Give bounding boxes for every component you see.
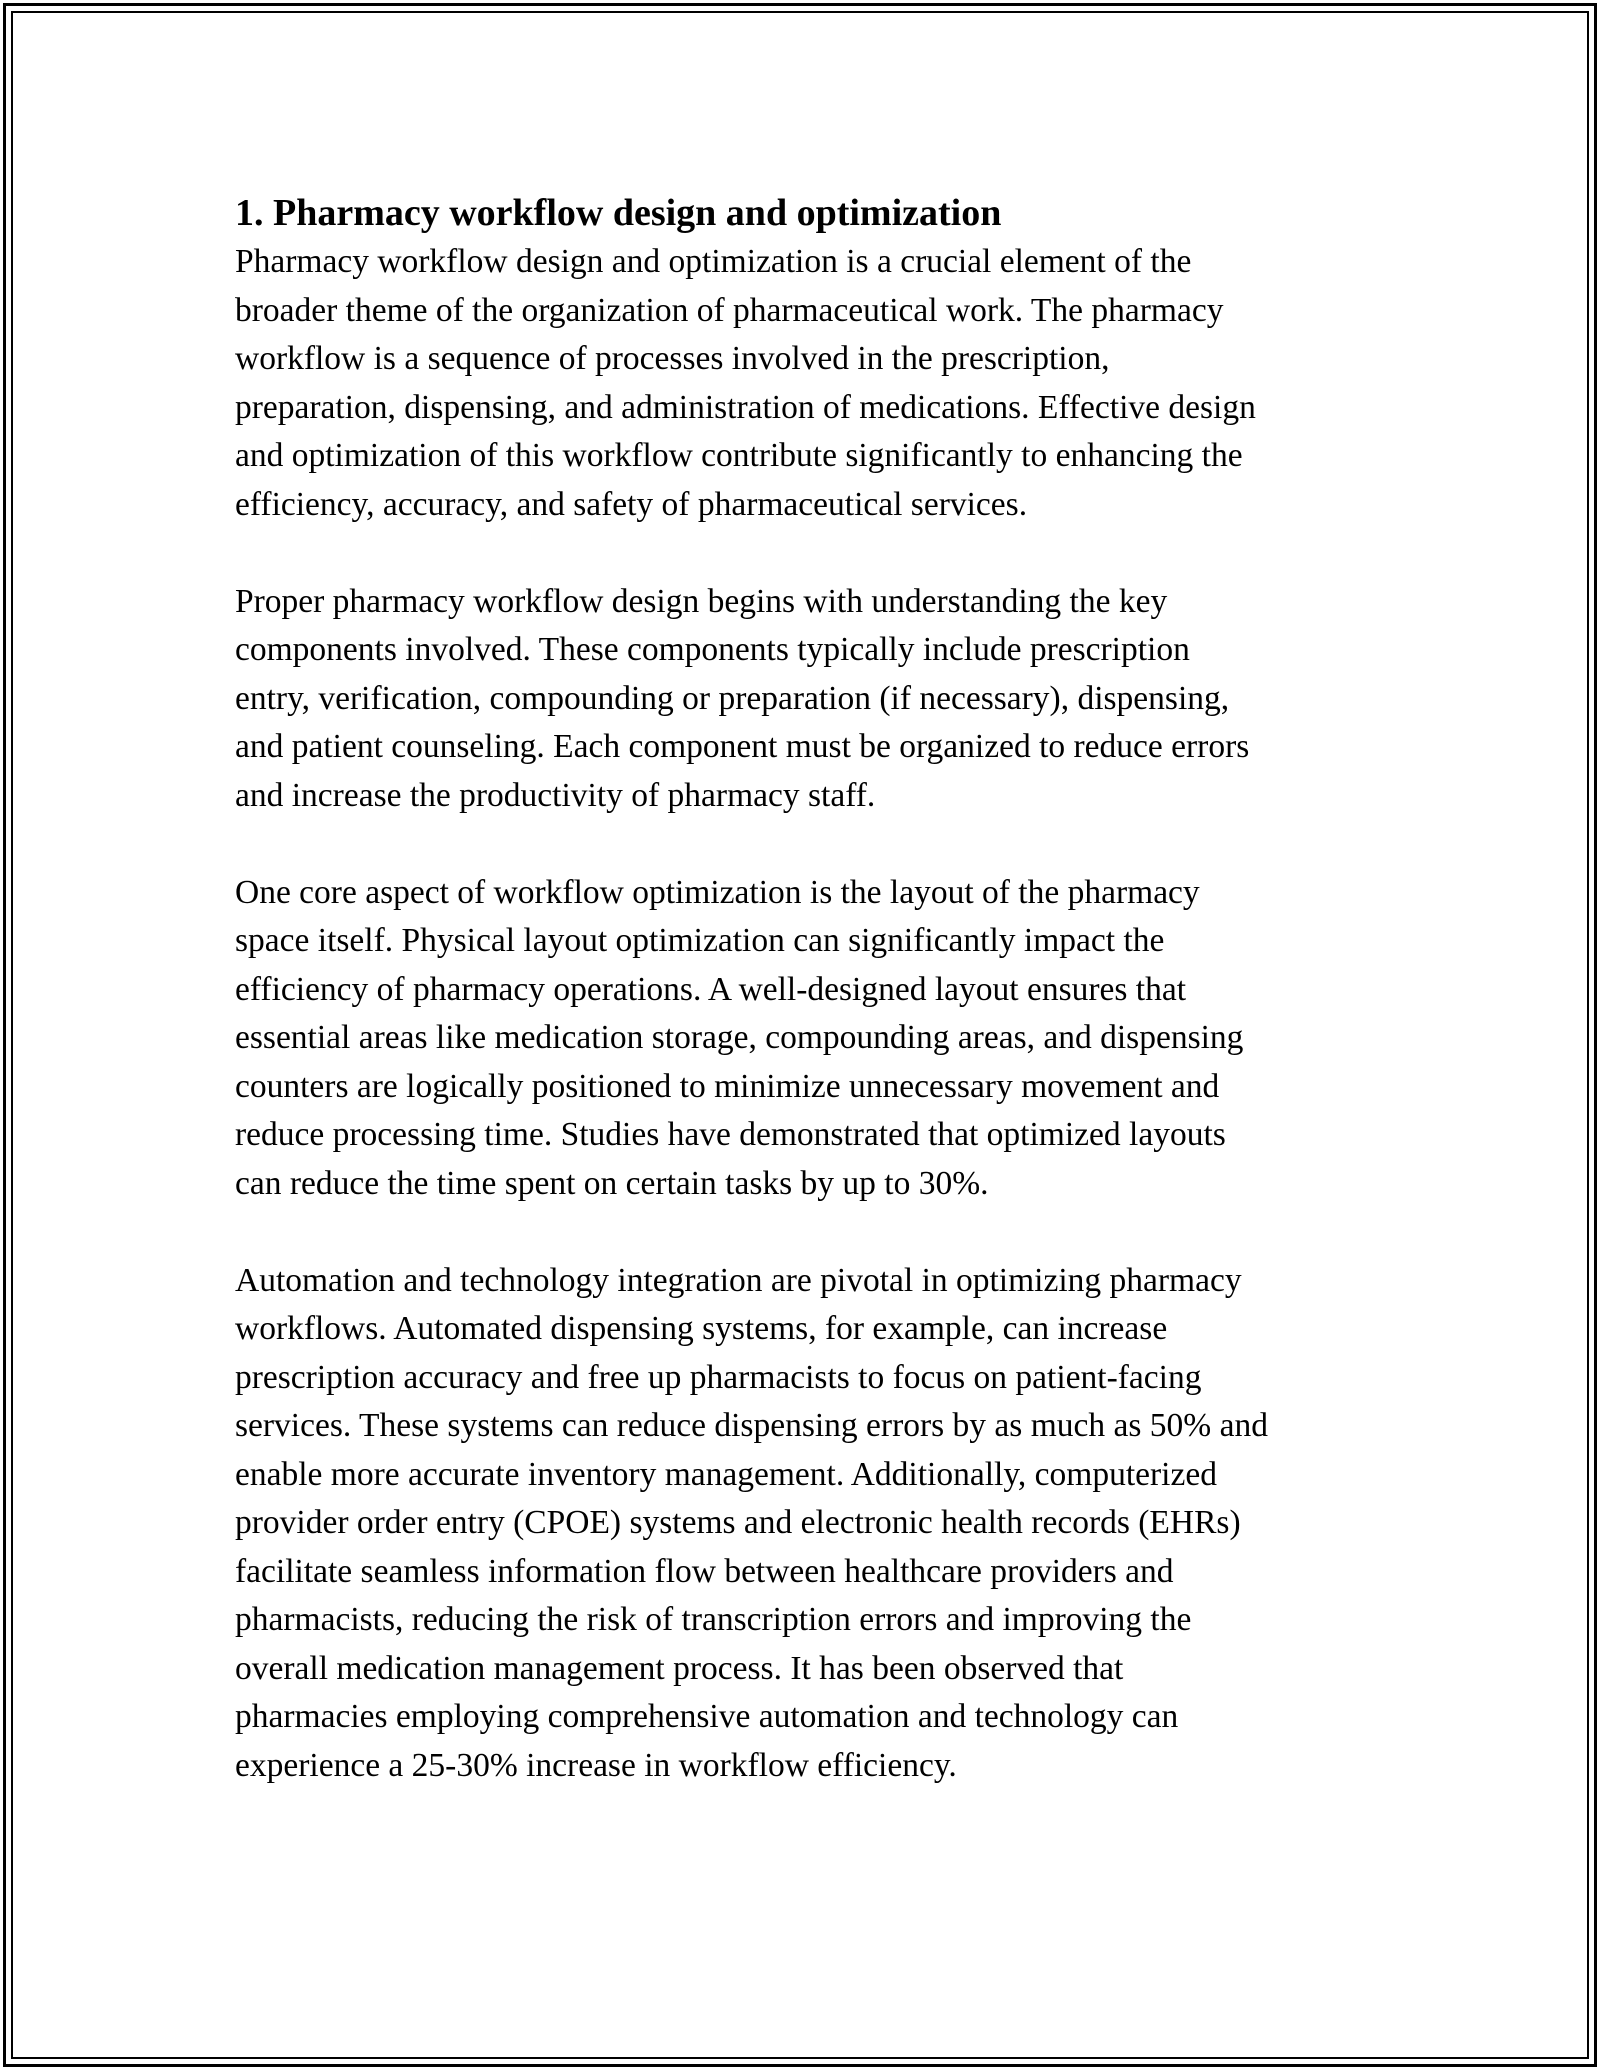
- paragraph: [235, 238, 1385, 529]
- paragraph-line: Pharmacy workflow design and optimization is a crucial element of the: [235, 243, 1192, 280]
- paragraph: [235, 578, 1385, 821]
- paragraph-line: services. These systems can reduce dispensing errors by as much as 50% and: [235, 1407, 1268, 1444]
- paragraph-line: efficiency of pharmacy operations. A well-designed layout ensures that: [235, 970, 1187, 1008]
- paragraph-line: essential areas like medication storage, compounding areas, and dispensing: [235, 1019, 1244, 1056]
- paragraph-line: reduce processing time. Studies have demonstrated that optimized layouts: [235, 1116, 1226, 1153]
- document-body: [235, 188, 1385, 1790]
- paragraph-line: facilitate seamless information flow between healthcare providers and: [235, 1552, 1174, 1590]
- section-heading: 1. Pharmacy workflow design and optimization: [235, 192, 1002, 234]
- paragraph-line: entry, verification, compounding or preparation (if necessary), dispensing,: [235, 679, 1230, 717]
- paragraph-line: overall medication management process. It has been observed that: [235, 1649, 1124, 1687]
- paragraph-line: Proper pharmacy workflow design begins with understanding the key: [235, 582, 1168, 620]
- paragraph-line: and patient counseling. Each component must be organized to reduce errors: [235, 728, 1250, 765]
- paragraph: [235, 869, 1385, 1209]
- paragraph-line: broader theme of the organization of pharmaceutical work. The pharmacy: [235, 291, 1224, 329]
- paragraph: [235, 1257, 1385, 1791]
- paragraph-line: components involved. These components typically include prescription: [235, 631, 1190, 668]
- paragraph-line: and increase the productivity of pharmacy staff.: [235, 776, 876, 814]
- paragraph-line: Automation and technology integration are pivotal in optimizing pharmacy: [235, 1261, 1242, 1299]
- paragraph-line: provider order entry (CPOE) systems and electronic health records (EHRs): [235, 1504, 1241, 1541]
- paragraph-line: counters are logically positioned to minimize unnecessary movement and: [235, 1067, 1220, 1105]
- paragraph-line: One core aspect of workflow optimization is the layout of the pharmacy: [235, 873, 1200, 911]
- paragraph-line: preparation, dispensing, and administration of medications. Effective design: [235, 388, 1256, 426]
- paragraph-line: workflow is a sequence of processes involved in the prescription,: [235, 340, 1110, 377]
- paragraph-line: prescription accuracy and free up pharmacists to focus on patient-facing: [235, 1358, 1202, 1396]
- paragraph-line: enable more accurate inventory management. Additionally, computerized: [235, 1455, 1217, 1493]
- paragraph-line: pharmacists, reducing the risk of transcription errors and improving the: [235, 1601, 1192, 1638]
- paragraph-line: pharmacies employing comprehensive automation and technology can: [235, 1698, 1179, 1735]
- paragraph-line: workflows. Automated dispensing systems, for example, can increase: [235, 1310, 1168, 1347]
- paragraph-line: efficiency, accuracy, and safety of pharmaceutical services.: [235, 485, 1028, 523]
- paragraph-line: experience a 25-30% increase in workflow efficiency.: [235, 1746, 957, 1784]
- paragraph-line: space itself. Physical layout optimization can significantly impact the: [235, 922, 1165, 959]
- paragraph-list: [235, 238, 1385, 1790]
- paragraph-line: can reduce the time spent on certain tasks by up to 30%.: [235, 1164, 989, 1202]
- paragraph-line: and optimization of this workflow contribute significantly to enhancing the: [235, 437, 1243, 474]
